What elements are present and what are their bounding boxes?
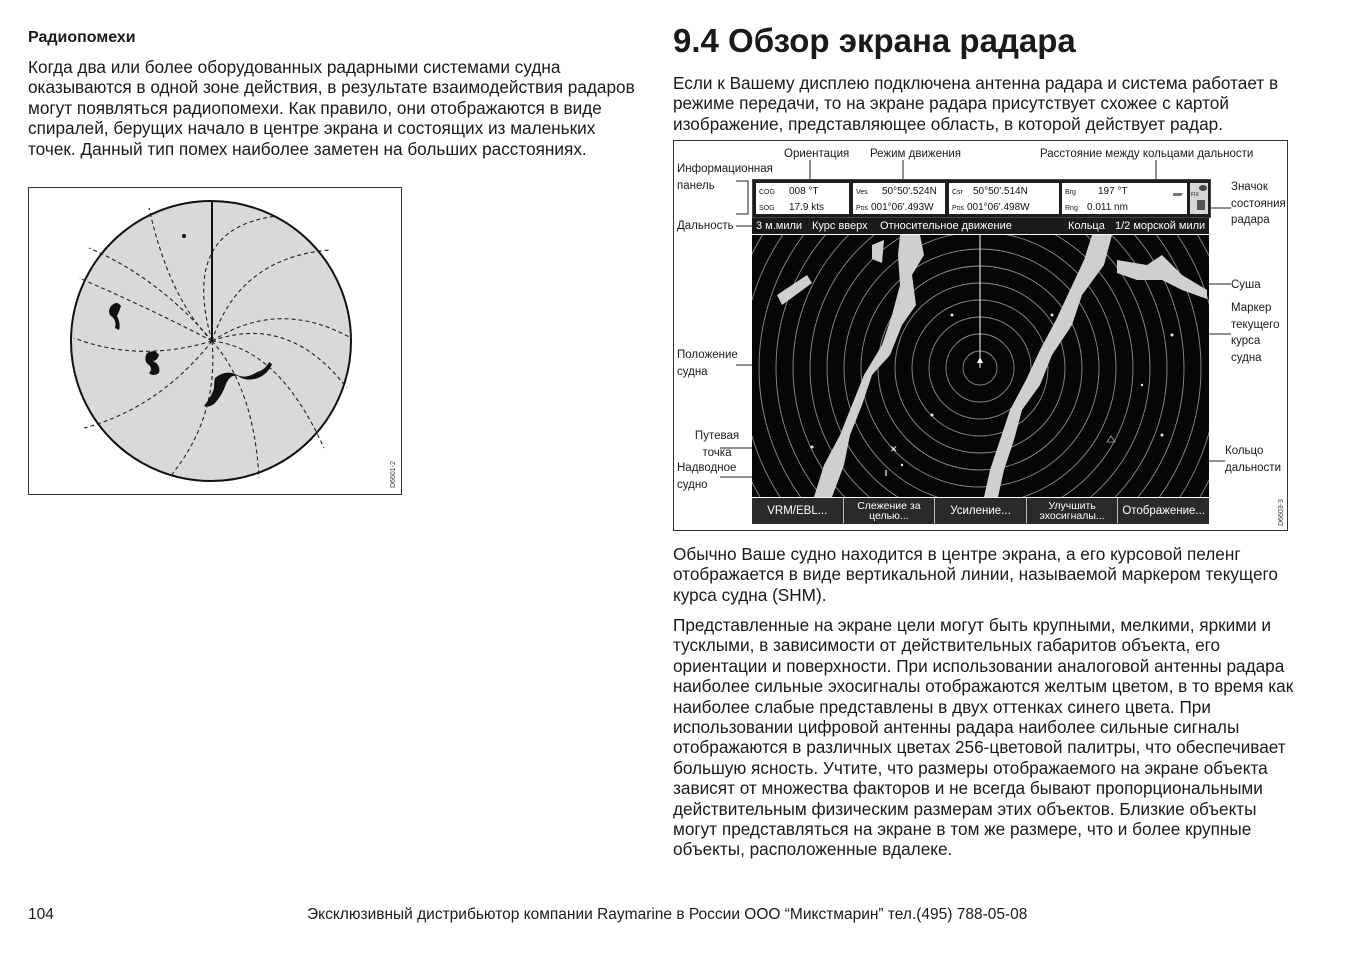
label-surface-vessel: Надводное судно <box>677 462 737 491</box>
svg-text:Csr: Csr <box>952 189 963 196</box>
softkey-enhance-echoes[interactable]: Улучшить эхосигналы... <box>1027 498 1119 524</box>
svg-text:50°50'.514N: 50°50'.514N <box>973 186 1028 197</box>
label-ring-distance: Расстояние между кольцами дальности <box>1040 148 1254 160</box>
softkey-gain[interactable]: Усиление... <box>935 498 1027 524</box>
targets-paragraph: Представленные на экране цели могут быть крупными, мелкими, яркими и тусклыми, в зависимости от действительных габаритов объекта, его ориентации и поверхности. При использовании аналоговой антенны радара наиболее сильные эхосигналы отображаются желтым цветом, в то время как наиболее слабые представлены в двух оттенках синего цвета. При использовании цифровой антенны радара наиболее сильные сигналы отображаются в различных цветах 256-цветовой палитры, что обеспечивает большую ясность. Учтите, что размеры отображаемого на экране объекта зависят от множества факторов и не всегда бывают пропорциональными действительным физическим размерам этих объектов. Близкие объекты могут представляться на экране в том же размере, что и более крупные объекты, расположенные вдалеке. <box>673 615 1294 860</box>
intro-paragraph: Если к Вашему дисплею подключена антенна радара и система работает в режиме передачи, то на экране радара присутствует схожее с картой изображение, представляющее область, в которой действует радар. <box>673 73 1279 134</box>
svg-text:Ves: Ves <box>856 189 868 196</box>
label-range-rings: Кольцо дальности <box>1225 445 1281 474</box>
interference-figure <box>28 187 402 495</box>
svg-text:0.011 nm: 0.011 nm <box>1087 202 1128 213</box>
label-range: Дальность <box>677 220 734 232</box>
page-title: 9.4 Обзор экрана радара <box>673 22 1076 59</box>
status-bar <box>752 218 1209 234</box>
label-orientation: Ориентация <box>784 148 850 160</box>
status-ring-distance: 1/2 морской мили <box>1115 220 1206 232</box>
interference-diagram <box>29 188 401 494</box>
svg-text:FIX: FIX <box>1191 192 1199 198</box>
softkey-bar <box>752 498 1209 524</box>
svg-text:Pos: Pos <box>856 205 869 212</box>
label-shm: Маркер текущего курса судна <box>1231 302 1280 364</box>
label-status-icon: Значок состояния радара <box>1231 181 1286 226</box>
figure-id-left: D6601-2 <box>390 461 397 488</box>
status-motion: Относительное движение <box>880 220 1012 232</box>
softkey-target-tracking[interactable]: Слежение за целью... <box>844 498 936 524</box>
figure-id-right: D6603-3 <box>1278 499 1285 526</box>
label-land: Суша <box>1231 279 1261 291</box>
data-bar-svg <box>753 180 1210 217</box>
vessel-position-marker <box>977 357 983 363</box>
softkey-display[interactable]: Отображение... <box>1122 504 1206 517</box>
land-echoes <box>777 235 1207 497</box>
svg-text:17.9 kts: 17.9 kts <box>789 202 825 213</box>
svg-text:50°50'.524N: 50°50'.524N <box>882 186 937 197</box>
svg-text:Rng: Rng <box>1065 205 1078 212</box>
section-heading: Радиопомехи <box>28 29 136 46</box>
radar-display-svg <box>752 235 1209 497</box>
status-rings: Кольца <box>1068 220 1105 232</box>
label-waypoint: Путевая точка <box>694 430 740 459</box>
label-motion-mode: Режим движения <box>870 148 961 160</box>
label-vessel-position: Положение судна <box>677 349 738 378</box>
page-number: 104 <box>28 906 54 923</box>
shm-paragraph: Обычно Ваше судно находится в центре экрана, а его курсовой пеленг отображается в виде вертикальной линии, называемой маркером текущего курса судна (SHM). <box>673 544 1278 605</box>
svg-text:001°06'.493W: 001°06'.493W <box>871 202 934 213</box>
footer-text: Эксклюзивный дистрибьютор компании Raymarine в России ООО “Микстмарин” тел.(495) 788-05-08 <box>307 906 1028 923</box>
label-info-panel: Информационная панель <box>677 163 773 192</box>
interference-paragraph: Когда два или более оборудованных радарными системами судна оказываются в одной зоне действия, в результате взаимодействия радаров могут появляться радиопомехи. Как правило, они отображаются в виде спиралей, берущих начало в центре экрана и состоящих из маленьких точек. Данный тип помех наиболее заметен на больших расстояниях. <box>28 57 635 159</box>
radar-display <box>752 235 1209 497</box>
svg-text:001°06'.498W: 001°06'.498W <box>967 202 1030 213</box>
waypoint-marker: ✕ <box>890 444 898 454</box>
svg-text:SOG: SOG <box>759 205 775 212</box>
status-orientation: Курс вверх <box>812 220 868 232</box>
svg-text:008 °T: 008 °T <box>789 186 819 197</box>
softkey-vrm-ebl[interactable]: VRM/EBL... <box>752 498 844 524</box>
data-bar <box>752 179 1211 218</box>
svg-text:COG: COG <box>759 189 775 196</box>
status-range: 3 м.мили <box>756 220 803 232</box>
svg-text:Brg: Brg <box>1065 189 1076 196</box>
svg-text:Pos: Pos <box>952 205 965 212</box>
radar-screen-figure <box>673 140 1288 531</box>
svg-text:197 °T: 197 °T <box>1098 186 1128 197</box>
